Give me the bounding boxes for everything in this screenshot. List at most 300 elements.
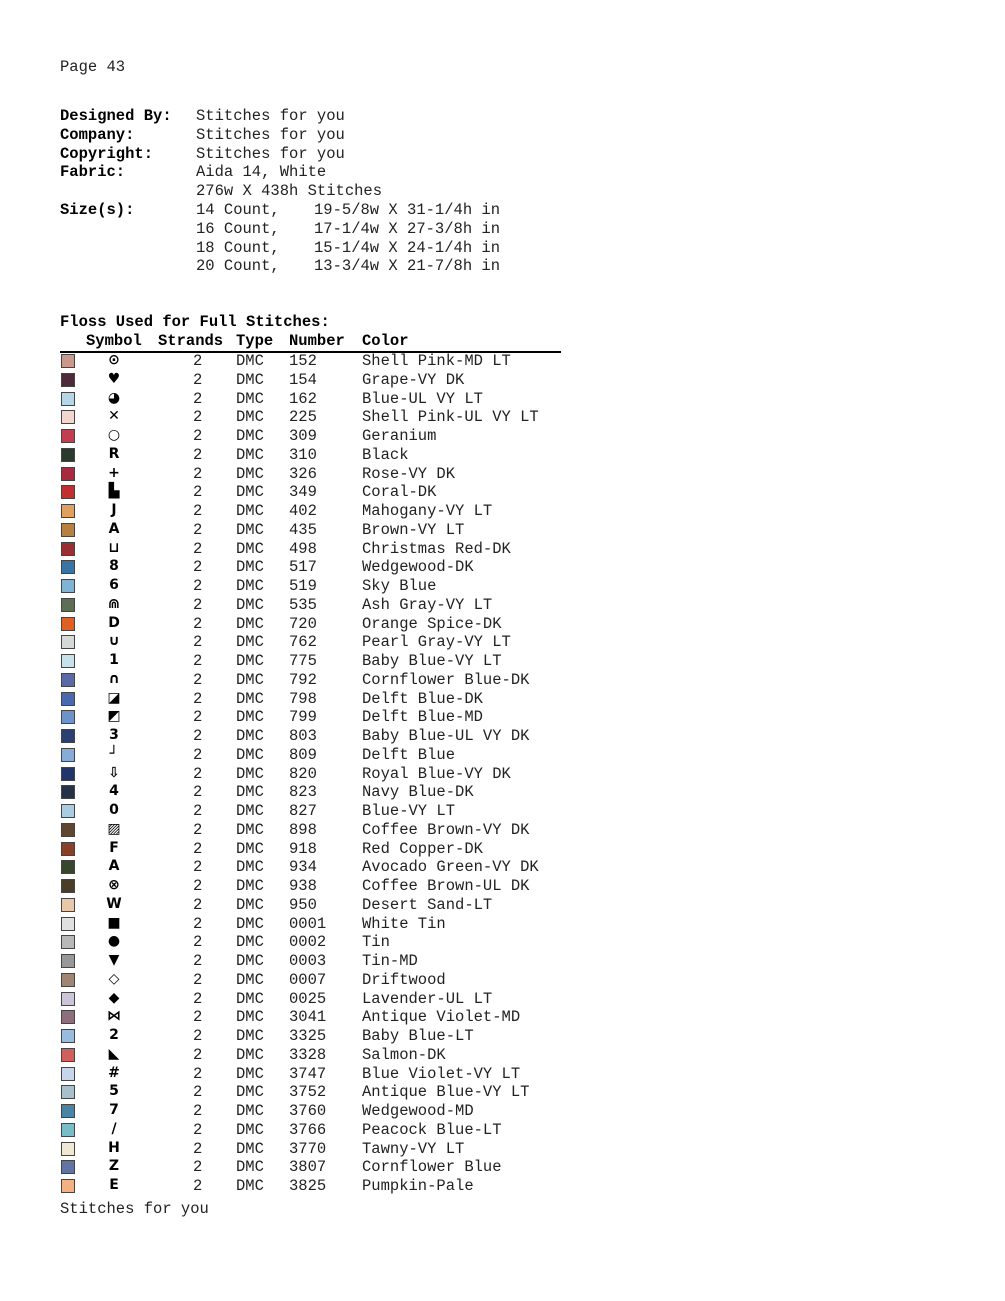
number-cell: 792 <box>289 670 317 689</box>
page-number: Page 43 <box>60 58 126 76</box>
type-cell: DMC <box>236 1045 264 1064</box>
color-name-cell: Shell Pink-MD LT <box>362 352 511 370</box>
type-cell: DMC <box>236 895 264 914</box>
color-swatch <box>61 748 75 762</box>
info-dimensions: 17-1/4w X 27-3/8h in <box>314 219 501 238</box>
color-name-cell: Tin <box>362 933 390 952</box>
color-name-cell: White Tin <box>362 914 446 933</box>
header-color: Color <box>362 332 409 350</box>
color-swatch <box>61 804 75 818</box>
stitch-symbol: ∪ <box>108 633 120 650</box>
stitch-symbol: ✕ <box>108 408 120 425</box>
table-row <box>0 465 1005 484</box>
header-number: Number <box>289 332 345 350</box>
table-row <box>0 558 1005 577</box>
color-name-cell: Salmon-DK <box>362 1045 446 1064</box>
color-swatch <box>61 973 75 987</box>
stitch-symbol: ⊗ <box>108 877 120 893</box>
header-strands: Strands <box>158 332 224 350</box>
number-cell: 775 <box>289 652 317 670</box>
color-swatch <box>61 1123 75 1137</box>
type-cell: DMC <box>236 989 264 1008</box>
stitch-symbol: # <box>108 1064 120 1081</box>
color-swatch <box>61 1179 75 1193</box>
table-row <box>0 690 1005 709</box>
type-cell: DMC <box>236 1083 264 1102</box>
strands-cell: 2 <box>193 877 203 895</box>
stitch-symbol: ◩ <box>107 708 121 725</box>
table-row <box>0 540 1005 559</box>
number-cell: 225 <box>289 408 317 427</box>
stitch-symbol: 7 <box>109 1102 119 1118</box>
strands-cell: 2 <box>193 783 203 802</box>
table-row <box>0 446 1005 465</box>
type-cell: DMC <box>236 1008 264 1027</box>
color-swatch <box>61 823 75 837</box>
info-dimensions: 15-1/4w X 24-1/4h in <box>314 238 501 257</box>
strands-cell: 2 <box>193 1045 203 1064</box>
number-cell: 0003 <box>289 952 327 970</box>
strands-cell: 2 <box>193 708 203 727</box>
stitch-symbol: + <box>108 464 120 481</box>
color-name-cell: Baby Blue-UL VY DK <box>362 727 530 745</box>
info-row <box>60 201 660 220</box>
color-swatch <box>61 954 75 968</box>
color-name-cell: Cornflower Blue <box>362 1158 502 1177</box>
number-cell: 0007 <box>289 970 327 989</box>
table-row <box>0 933 1005 952</box>
strands-cell: 2 <box>193 670 203 689</box>
stitch-symbol: ∩ <box>108 670 120 687</box>
color-name-cell: Antique Violet-MD <box>362 1008 521 1027</box>
table-row <box>0 971 1005 990</box>
color-swatch <box>61 485 75 499</box>
strands-cell: 2 <box>193 764 203 783</box>
number-cell: 3752 <box>289 1083 327 1102</box>
color-swatch <box>61 560 75 574</box>
type-cell: DMC <box>236 970 264 989</box>
color-swatch <box>61 992 75 1006</box>
number-cell: 820 <box>289 764 317 783</box>
type-cell: DMC <box>236 783 264 802</box>
color-name-cell: Black <box>362 445 409 464</box>
type-cell: DMC <box>236 633 264 652</box>
color-name-cell: Red Copper-DK <box>362 839 483 858</box>
strands-cell: 2 <box>193 370 203 389</box>
table-row <box>0 727 1005 746</box>
type-cell: DMC <box>236 1027 264 1045</box>
footer-text: Stitches for you <box>60 1200 209 1218</box>
strands-cell: 2 <box>193 745 203 764</box>
stitch-symbol: 2 <box>109 1027 119 1043</box>
strands-cell: 2 <box>193 352 203 370</box>
table-row <box>0 483 1005 502</box>
type-cell: DMC <box>236 1139 264 1158</box>
color-swatch <box>61 598 75 612</box>
color-name-cell: Baby Blue-LT <box>362 1027 474 1045</box>
number-cell: 803 <box>289 727 317 745</box>
strands-cell: 2 <box>193 464 203 483</box>
table-row <box>0 1027 1005 1046</box>
table-row <box>0 877 1005 896</box>
stitch-symbol: ◣ <box>108 1045 120 1062</box>
info-value: Aida 14, White <box>196 163 327 182</box>
number-cell: 823 <box>289 783 317 802</box>
strands-cell: 2 <box>193 614 203 633</box>
number-cell: 435 <box>289 520 317 539</box>
type-cell: DMC <box>236 708 264 727</box>
number-cell: 0025 <box>289 989 327 1008</box>
strands-cell: 2 <box>193 1158 203 1177</box>
floss-section-title: Floss Used for Full Stitches: <box>60 313 330 331</box>
color-swatch <box>61 654 75 668</box>
strands-cell: 2 <box>193 933 203 952</box>
stitch-symbol: ○ <box>107 427 121 443</box>
color-name-cell: Wedgewood-MD <box>362 1102 474 1120</box>
type-cell: DMC <box>236 408 264 427</box>
info-value: Stitches for you <box>196 125 345 144</box>
type-cell: DMC <box>236 577 264 595</box>
type-cell: DMC <box>236 1177 264 1195</box>
type-cell: DMC <box>236 370 264 389</box>
color-name-cell: Tawny-VY LT <box>362 1139 465 1158</box>
info-row <box>60 182 660 201</box>
strands-cell: 2 <box>193 1027 203 1045</box>
info-label: Designed By: <box>60 107 172 125</box>
type-cell: DMC <box>236 1120 264 1139</box>
stitch-symbol: ⋒ <box>108 595 120 612</box>
stitch-symbol: ◆ <box>108 989 120 1006</box>
number-cell: 154 <box>289 370 317 389</box>
table-row <box>0 652 1005 671</box>
stitch-symbol: J <box>111 502 117 518</box>
stitch-symbol: ⋈ <box>107 1008 121 1025</box>
strands-cell: 2 <box>193 539 203 558</box>
stitch-symbol: 1 <box>109 652 119 668</box>
type-cell: DMC <box>236 614 264 633</box>
strands-cell: 2 <box>193 389 203 408</box>
info-value: Stitches for you <box>196 107 345 125</box>
type-cell: DMC <box>236 1064 264 1083</box>
number-cell: 3328 <box>289 1045 327 1064</box>
strands-cell: 2 <box>193 520 203 539</box>
info-value: 20 Count, <box>196 257 280 276</box>
strands-cell: 2 <box>193 558 203 577</box>
strands-cell: 2 <box>193 839 203 858</box>
table-row <box>0 896 1005 915</box>
info-label: Company: <box>60 125 135 144</box>
color-name-cell: Delft Blue <box>362 745 456 764</box>
table-row <box>0 1046 1005 1065</box>
color-swatch <box>61 767 75 781</box>
strands-cell: 2 <box>193 1177 203 1195</box>
color-swatch <box>61 392 75 406</box>
table-row <box>0 390 1005 409</box>
color-swatch <box>61 373 75 387</box>
color-name-cell: Desert Sand-LT <box>362 895 493 914</box>
color-name-cell: Mahogany-VY LT <box>362 502 493 520</box>
number-cell: 827 <box>289 802 317 820</box>
stitch-symbol: / <box>111 1120 117 1137</box>
color-swatch <box>61 448 75 462</box>
number-cell: 918 <box>289 839 317 858</box>
color-swatch <box>61 1067 75 1081</box>
strands-cell: 2 <box>193 727 203 745</box>
color-swatch <box>61 1160 75 1174</box>
info-row <box>60 257 660 276</box>
color-name-cell: Blue-VY LT <box>362 802 456 820</box>
table-row <box>0 1083 1005 1102</box>
number-cell: 934 <box>289 858 317 877</box>
type-cell: DMC <box>236 820 264 839</box>
stitch-symbol: 0 <box>109 802 119 818</box>
stitch-symbol: ▨ <box>107 820 121 837</box>
table-row <box>0 577 1005 596</box>
color-swatch <box>61 673 75 687</box>
color-swatch <box>61 429 75 443</box>
type-cell: DMC <box>236 464 264 483</box>
color-name-cell: Sky Blue <box>362 577 437 595</box>
color-name-cell: Blue Violet-VY LT <box>362 1064 521 1083</box>
color-swatch <box>61 1085 75 1099</box>
stitch-symbol: ▙ <box>108 483 120 500</box>
color-name-cell: Baby Blue-VY LT <box>362 652 502 670</box>
strands-cell: 2 <box>193 970 203 989</box>
number-cell: 152 <box>289 352 317 370</box>
color-swatch <box>61 917 75 931</box>
table-row <box>0 671 1005 690</box>
number-cell: 349 <box>289 483 317 502</box>
strands-cell: 2 <box>193 633 203 652</box>
table-row <box>0 427 1005 446</box>
color-name-cell: Orange Spice-DK <box>362 614 502 633</box>
color-name-cell: Avocado Green-VY DK <box>362 858 539 877</box>
table-row <box>0 1158 1005 1177</box>
number-cell: 517 <box>289 558 317 577</box>
stitch-symbol: ◕ <box>107 389 121 406</box>
number-cell: 950 <box>289 895 317 914</box>
color-swatch <box>61 1029 75 1043</box>
table-row <box>0 765 1005 784</box>
table-row <box>0 840 1005 859</box>
type-cell: DMC <box>236 352 264 370</box>
color-name-cell: Delft Blue-MD <box>362 708 483 727</box>
strands-cell: 2 <box>193 502 203 520</box>
color-name-cell: Rose-VY DK <box>362 464 456 483</box>
color-swatch <box>61 1142 75 1156</box>
table-row <box>0 502 1005 521</box>
number-cell: 310 <box>289 445 317 464</box>
type-cell: DMC <box>236 877 264 895</box>
table-row <box>0 615 1005 634</box>
type-cell: DMC <box>236 727 264 745</box>
strands-cell: 2 <box>193 858 203 877</box>
table-row <box>0 802 1005 821</box>
color-name-cell: Antique Blue-VY LT <box>362 1083 530 1102</box>
info-label: Size(s): <box>60 201 135 219</box>
number-cell: 0002 <box>289 933 327 952</box>
type-cell: DMC <box>236 839 264 858</box>
table-row <box>0 1140 1005 1159</box>
color-name-cell: Pumpkin-Pale <box>362 1177 474 1195</box>
strands-cell: 2 <box>193 802 203 820</box>
color-name-cell: Coral-DK <box>362 483 437 502</box>
color-name-cell: Blue-UL VY LT <box>362 389 483 408</box>
type-cell: DMC <box>236 520 264 539</box>
type-cell: DMC <box>236 539 264 558</box>
table-row <box>0 633 1005 652</box>
color-swatch <box>61 467 75 481</box>
stitch-symbol: W <box>106 895 122 912</box>
table-row <box>0 708 1005 727</box>
number-cell: 3325 <box>289 1027 327 1045</box>
number-cell: 309 <box>289 427 317 445</box>
table-row <box>0 521 1005 540</box>
number-cell: 3760 <box>289 1102 327 1120</box>
color-name-cell: Coffee Brown-VY DK <box>362 820 530 839</box>
stitch-symbol: ⊙ <box>108 352 120 368</box>
strands-cell: 2 <box>193 445 203 464</box>
stitch-symbol: 8 <box>109 558 119 575</box>
info-value: 276w X 438h Stitches <box>196 182 383 201</box>
strands-cell: 2 <box>193 952 203 970</box>
stitch-symbol: ♥ <box>107 370 121 387</box>
info-row <box>60 107 660 126</box>
stitch-symbol: ⊔ <box>108 539 120 556</box>
info-row <box>60 163 660 182</box>
color-swatch <box>61 1010 75 1024</box>
number-cell: 809 <box>289 745 317 764</box>
number-cell: 0001 <box>289 914 327 933</box>
color-swatch <box>61 504 75 518</box>
color-name-cell: Shell Pink-UL VY LT <box>362 408 539 427</box>
color-swatch <box>61 692 75 706</box>
strands-cell: 2 <box>193 820 203 839</box>
color-name-cell: Tin-MD <box>362 952 418 970</box>
number-cell: 402 <box>289 502 317 520</box>
strands-cell: 2 <box>193 914 203 933</box>
stitch-symbol: ┘ <box>109 745 119 762</box>
type-cell: DMC <box>236 933 264 952</box>
color-swatch <box>61 542 75 556</box>
info-label: Copyright: <box>60 144 154 163</box>
color-swatch <box>61 1104 75 1118</box>
color-name-cell: Ash Gray-VY LT <box>362 595 493 614</box>
color-name-cell: Wedgewood-DK <box>362 558 474 577</box>
color-swatch <box>61 785 75 799</box>
stitch-symbol: ● <box>107 933 121 950</box>
color-swatch <box>61 354 75 368</box>
stitch-symbol: ◪ <box>107 689 121 706</box>
stitch-symbol: ▼ <box>108 952 120 968</box>
color-swatch <box>61 879 75 893</box>
color-name-cell: Royal Blue-VY DK <box>362 764 511 783</box>
info-value: 18 Count, <box>196 238 280 257</box>
table-row <box>0 1102 1005 1121</box>
strands-cell: 2 <box>193 689 203 708</box>
number-cell: 519 <box>289 577 317 595</box>
info-value: Stitches for you <box>196 144 345 163</box>
info-dimensions: 13-3/4w X 21-7/8h in <box>314 257 501 276</box>
color-swatch <box>61 860 75 874</box>
strands-cell: 2 <box>193 1008 203 1027</box>
number-cell: 3825 <box>289 1177 327 1195</box>
strands-cell: 2 <box>193 1083 203 1102</box>
color-name-cell: Driftwood <box>362 970 446 989</box>
strands-cell: 2 <box>193 408 203 427</box>
number-cell: 720 <box>289 614 317 633</box>
type-cell: DMC <box>236 652 264 670</box>
info-row <box>60 126 660 145</box>
color-swatch <box>61 1048 75 1062</box>
type-cell: DMC <box>236 670 264 689</box>
stitch-symbol: A <box>108 520 120 537</box>
type-cell: DMC <box>236 914 264 933</box>
type-cell: DMC <box>236 802 264 820</box>
color-name-cell: Brown-VY LT <box>362 520 465 539</box>
table-row <box>0 1065 1005 1084</box>
number-cell: 3747 <box>289 1064 327 1083</box>
type-cell: DMC <box>236 595 264 614</box>
color-name-cell: Grape-VY DK <box>362 370 465 389</box>
color-swatch <box>61 729 75 743</box>
stitch-symbol: ⇩ <box>108 764 120 781</box>
strands-cell: 2 <box>193 595 203 614</box>
stitch-symbol: Z <box>108 1158 120 1175</box>
number-cell: 535 <box>289 595 317 614</box>
color-name-cell: Geranium <box>362 427 437 445</box>
info-value: 16 Count, <box>196 219 280 238</box>
color-name-cell: Navy Blue-DK <box>362 783 474 802</box>
stitch-symbol: ■ <box>107 914 121 931</box>
color-name-cell: Delft Blue-DK <box>362 689 483 708</box>
stitch-symbol: 4 <box>109 783 119 800</box>
info-value: 14 Count, <box>196 201 280 219</box>
stitch-symbol: H <box>108 1139 120 1156</box>
color-swatch <box>61 898 75 912</box>
type-cell: DMC <box>236 689 264 708</box>
number-cell: 938 <box>289 877 317 895</box>
info-row <box>60 220 660 239</box>
table-row <box>0 1008 1005 1027</box>
stitch-symbol: 5 <box>109 1083 119 1100</box>
color-swatch <box>61 523 75 537</box>
strands-cell: 2 <box>193 577 203 595</box>
header-type: Type <box>236 332 274 350</box>
number-cell: 3807 <box>289 1158 327 1177</box>
number-cell: 162 <box>289 389 317 408</box>
table-row <box>0 371 1005 390</box>
table-row <box>0 858 1005 877</box>
number-cell: 762 <box>289 633 317 652</box>
type-cell: DMC <box>236 1102 264 1120</box>
table-row <box>0 352 1005 371</box>
type-cell: DMC <box>236 764 264 783</box>
color-swatch <box>61 579 75 593</box>
type-cell: DMC <box>236 427 264 445</box>
stitch-symbol: E <box>109 1177 119 1193</box>
color-swatch <box>61 617 75 631</box>
type-cell: DMC <box>236 445 264 464</box>
number-cell: 898 <box>289 820 317 839</box>
color-swatch <box>61 710 75 724</box>
stitch-symbol: F <box>109 839 119 856</box>
stitch-symbol: 6 <box>109 577 119 593</box>
color-swatch <box>61 935 75 949</box>
type-cell: DMC <box>236 858 264 877</box>
color-name-cell: Cornflower Blue-DK <box>362 670 530 689</box>
table-row <box>0 1177 1005 1196</box>
